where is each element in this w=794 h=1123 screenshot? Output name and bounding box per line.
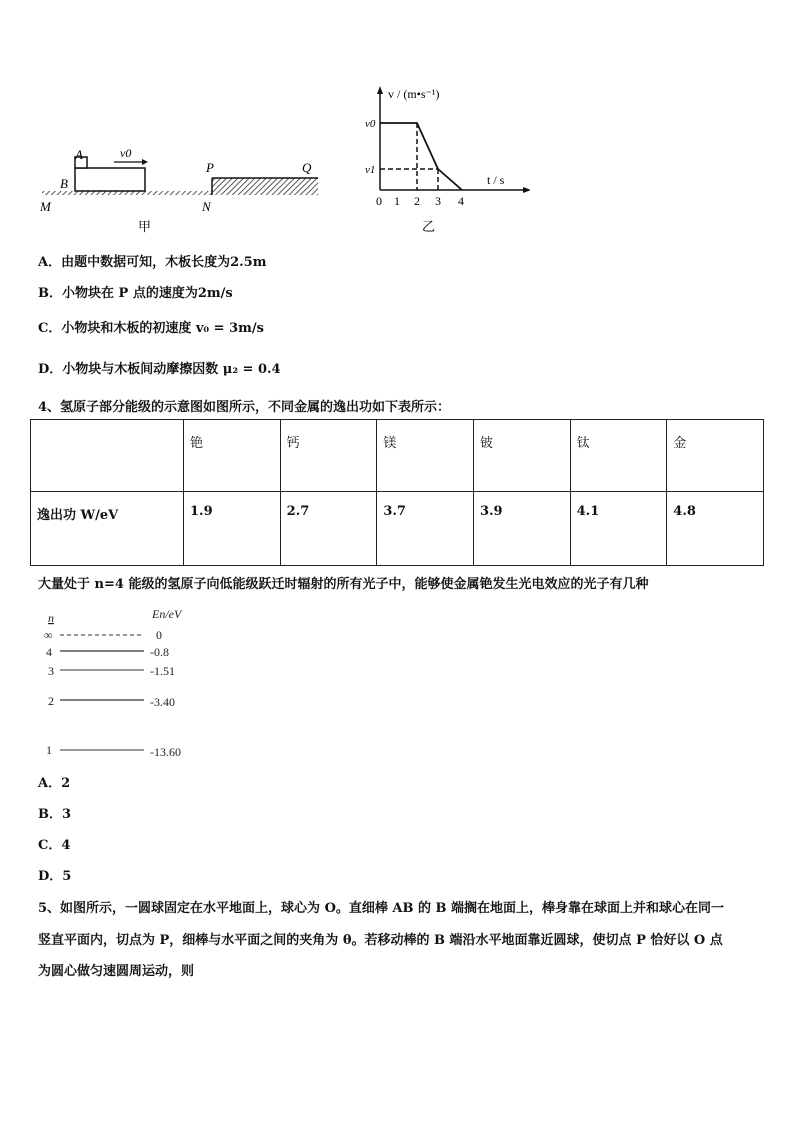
label-Q: Q	[302, 160, 312, 175]
label-N: N	[202, 199, 211, 214]
x-tick: 1	[394, 194, 400, 208]
level-energy: -3.40	[150, 695, 175, 709]
figure-yi-vt-graph	[365, 86, 530, 234]
label-v0: v0	[120, 146, 132, 160]
board-B	[75, 168, 145, 191]
level-n: 4	[46, 645, 52, 659]
table-cell: 1.9	[184, 492, 281, 566]
table-header: 钛	[570, 420, 667, 492]
option-q4-d: D．5	[38, 869, 72, 884]
table-header: 镁	[377, 420, 474, 492]
level-n: ∞	[44, 628, 53, 642]
table-cell: 2.7	[280, 492, 377, 566]
x-tick: 2	[414, 194, 420, 208]
level-energy: 0	[156, 628, 162, 642]
table-cell: 逸出功 W/eV	[31, 492, 184, 566]
caption-yi: 乙	[422, 219, 436, 234]
level-energy: -13.60	[150, 745, 181, 759]
level-n: 1	[46, 743, 52, 757]
x-tick: 0	[376, 194, 382, 208]
q4-stem: 4、氢原子部分能级的示意图如图所示，不同金属的逸出功如下表所示：	[38, 400, 451, 415]
option-q3-c: C．小物块和木板的初速度 v₀ = 3m/s	[38, 321, 264, 336]
option-q4-c: C．4	[38, 838, 71, 853]
q4-question: 大量处于 n=4 能级的氢原子向低能级跃迁时辐射的所有光子中，能够使金属铯发生光电效应的光子有几种	[38, 577, 649, 592]
tick-v0: v0	[365, 118, 376, 130]
level-n: 2	[48, 694, 54, 708]
tick-v1: v1	[365, 164, 376, 176]
energy-label: En/eV	[152, 607, 182, 621]
figure-jia-and-yi	[30, 80, 530, 240]
option-q4-a: A．2	[38, 776, 71, 791]
q5-line: 为圆心做匀速圆周运动，则	[38, 964, 195, 979]
q5-line: 5、如图所示，一圆球固定在水平地面上，球心为 O。直细棒 AB 的 B 端搁在地面上，棒身靠在球面上并和球心在同一	[38, 901, 725, 916]
table-cell	[31, 420, 184, 492]
work-function-table	[30, 419, 764, 566]
label-P: P	[206, 160, 214, 175]
label-A: A	[75, 147, 83, 162]
table-cell: 4.8	[667, 492, 764, 566]
n-label: n	[48, 611, 54, 625]
table-header: 金	[667, 420, 764, 492]
x-axis-label: t / s	[487, 173, 505, 187]
vt-line	[380, 123, 462, 190]
level-energy: -1.51	[150, 664, 175, 678]
label-M: M	[40, 199, 51, 214]
table-header: 铯	[184, 420, 281, 492]
table-header: 铍	[473, 420, 570, 492]
table-header: 钙	[280, 420, 377, 492]
option-q3-a: A．由题中数据可知，木板长度为2.5m	[38, 255, 267, 270]
option-q3-d: D．小物块与木板间动摩擦因数 μ₂ = 0.4	[38, 362, 281, 377]
table-cell: 4.1	[570, 492, 667, 566]
figure-jia	[39, 146, 318, 234]
table-cell: 3.7	[377, 492, 474, 566]
x-tick: 4	[458, 194, 464, 208]
label-B: B	[60, 176, 68, 191]
q5-line: 竖直平面内，切点为 P，细棒与水平面之间的夹角为 θ。若移动棒的 B 端沿水平地面靠近圆球，使切点 P 恰好以 O 点	[38, 933, 723, 948]
y-axis-label: v / (m•s⁻¹)	[388, 87, 440, 101]
x-tick: 3	[435, 194, 441, 208]
level-energy: -0.8	[150, 645, 169, 659]
option-q3-b: B．小物块在 P 点的速度为2m/s	[38, 286, 233, 301]
energy-level-diagram	[30, 600, 230, 770]
table-cell: 3.9	[473, 492, 570, 566]
table-row	[31, 492, 764, 566]
caption-jia: 甲	[138, 219, 152, 234]
table-header-row	[31, 420, 764, 492]
option-q4-b: B．3	[38, 807, 72, 822]
level-n: 3	[48, 664, 54, 678]
